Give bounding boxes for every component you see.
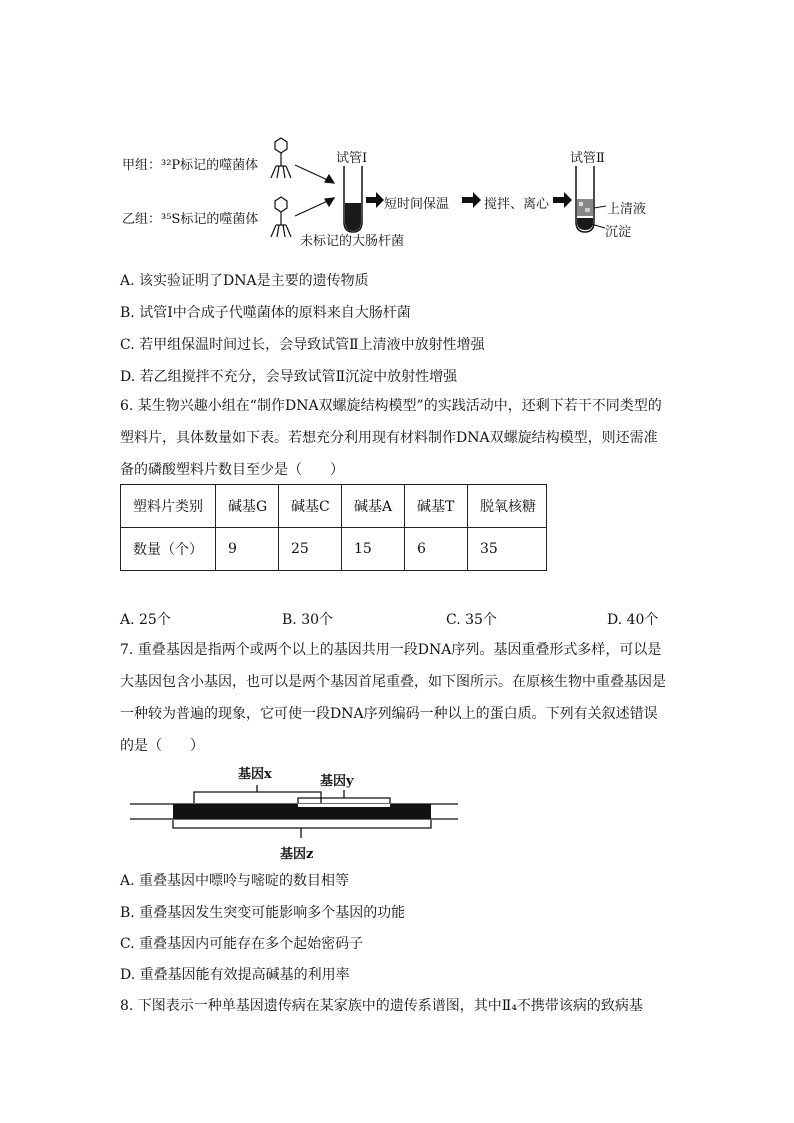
test-tube-1-icon: [344, 166, 362, 232]
bacteria-label: 未标记的大肠杆菌: [300, 234, 405, 249]
table-cell: 9: [216, 528, 279, 571]
gene-bar-drawing: [0, 770, 794, 850]
tube2-label: 试管Ⅱ: [570, 151, 605, 166]
q5-option-d: D. 若乙组搅拌不充分，会导致试管Ⅱ沉淀中放射性增强: [120, 369, 458, 385]
gene-z-label: 基因z: [280, 847, 314, 862]
table-cell: 35: [468, 528, 547, 571]
table-row: [121, 528, 547, 571]
test-tube-2-icon: [576, 166, 594, 232]
q6-material-table: [120, 484, 547, 571]
table-cell: 15: [342, 528, 405, 571]
q5-option-a: A. 该实验证明了DNA是主要的遗传物质: [120, 273, 369, 289]
sediment-label: 沉淀: [605, 225, 632, 240]
q7-stem-line: 7. 重叠基因是指两个或两个以上的基因共用一段DNA序列。基因重叠形式多样，可以是: [120, 642, 662, 658]
q5-option-b: B. 试管Ⅰ中合成子代噬菌体的原料来自大肠杆菌: [120, 305, 411, 321]
phage-diagram-drawing: [0, 0, 794, 260]
tube1-label: 试管Ⅰ: [336, 151, 368, 166]
thick-arrow-icon: [462, 192, 481, 208]
q7-stem-line: 大基因包含小基因，也可以是两个基因首尾重叠，如下图所示。在原核生物中重叠基因是: [120, 674, 666, 690]
phage-icon: [271, 138, 291, 178]
q6-stem-line: 6. 某生物兴趣小组在“制作DNA双螺旋结构模型”的实践活动中，还剩下若干不同类型的: [120, 398, 662, 414]
table-header-cell: 碱基C: [279, 485, 342, 528]
thick-arrow-icon: [553, 192, 572, 208]
q7-stem: [120, 634, 680, 762]
gene-x-label: 基因x: [238, 767, 272, 782]
table-cell: 数量（个）: [121, 528, 216, 571]
table-header-cell: 碱基T: [405, 485, 468, 528]
q6-stem-line: 塑料片，具体数量如下表。若想充分利用现有材料制作DNA双螺旋结构模型，则还需准: [120, 430, 658, 446]
supernatant-label: 上清液: [607, 202, 647, 217]
q7-stem-line: 的是（ ）: [120, 738, 204, 754]
step1-label: 短时间保温: [384, 197, 450, 212]
arrow-icon: [295, 165, 334, 216]
table-header-cell: 塑料片类别: [121, 485, 216, 528]
q6-option-a: A. 25个: [120, 612, 171, 628]
phage-icon: [271, 197, 291, 237]
group-jia-label: 甲组：³²P标记的噬菌体: [122, 158, 259, 173]
q6-stem-line: 备的磷酸塑料片数目至少是（ ）: [120, 462, 344, 478]
q7-stem-line: 一种较为普遍的现象，它可使一段DNA序列编码一种以上的蛋白质。下列有关叙述错误: [120, 706, 658, 722]
q7-option-a: A. 重叠基因中嘌呤与嘧啶的数目相等: [120, 873, 350, 889]
table-header-cell: 碱基G: [216, 485, 279, 528]
thick-arrow-icon: [366, 192, 384, 208]
q7-option-c: C. 重叠基因内可能存在多个起始密码子: [120, 936, 364, 952]
table-cell: 6: [405, 528, 468, 571]
group-yi-label: 乙组：³⁵S标记的噬菌体: [122, 212, 259, 227]
q5-option-c: C. 若甲组保温时间过长，会导致试管Ⅱ上清液中放射性增强: [120, 337, 485, 353]
table-header-cell: 碱基A: [342, 485, 405, 528]
q6-option-d: D. 40个: [607, 612, 659, 628]
q8-stem: 8. 下图表示一种单基因遗传病在某家族中的遗传系谱图，其中Ⅱ₄不携带该病的致病基: [120, 998, 643, 1014]
q6-option-c: C. 35个: [446, 612, 497, 628]
table-header-cell: 脱氧核糖: [468, 485, 547, 528]
q6-option-b: B. 30个: [282, 612, 334, 628]
q7-option-b: B. 重叠基因发生突变可能影响多个基因的功能: [120, 905, 406, 921]
q7-option-d: D. 重叠基因能有效提高碱基的利用率: [120, 967, 350, 983]
table-cell: 25: [279, 528, 342, 571]
step2-label: 搅拌、离心: [484, 197, 550, 212]
table-header-row: [121, 485, 547, 528]
q6-stem: [120, 390, 680, 486]
gene-y-label: 基因y: [320, 774, 354, 789]
